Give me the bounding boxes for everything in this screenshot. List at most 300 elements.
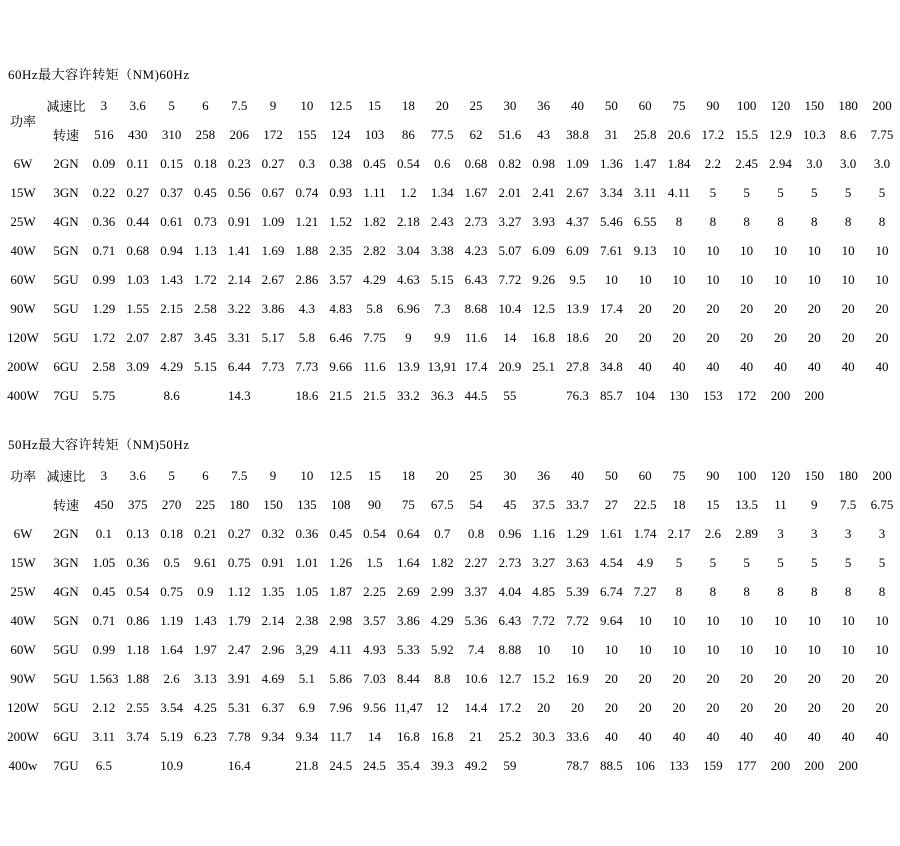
torque-cell: 16.4	[227, 757, 251, 773]
torque-cell: 4.69	[261, 670, 285, 686]
ratio-value: 90	[706, 97, 720, 113]
torque-cell: 2.73	[498, 554, 522, 570]
speed-value: 7.75	[870, 126, 894, 142]
table-row	[1, 352, 899, 381]
ratio-value: 18	[401, 97, 415, 113]
torque-cell: 7.72	[532, 612, 556, 628]
torque-cell: 5.15	[194, 358, 217, 374]
gear-type-cell: 3GN	[53, 554, 79, 570]
torque-cell: 20.9	[498, 358, 522, 374]
torque-cell: 2.35	[329, 242, 353, 258]
torque-cell: 1.13	[194, 242, 217, 258]
ratio-value: 25	[469, 97, 483, 113]
speed-header: 转速	[52, 128, 79, 143]
torque-cell: 20	[773, 670, 787, 686]
torque-cell: 2.12	[92, 699, 116, 715]
torque-cell: 4.11	[329, 641, 352, 657]
torque-cell: 2.96	[261, 641, 285, 657]
torque-cell: 0.73	[194, 213, 217, 229]
torque-cell: 1.01	[295, 554, 319, 570]
torque-cell: 30.3	[532, 728, 556, 744]
torque-cell: 36.3	[430, 387, 454, 403]
torque-cell: 7.4	[467, 641, 485, 657]
torque-cell: 20	[807, 300, 821, 316]
torque-cell: 5.15	[430, 271, 454, 287]
torque-cell: 2.82	[363, 242, 386, 258]
power-cell: 400W	[7, 387, 39, 403]
torque-cell: 5.8	[366, 300, 383, 316]
torque-cell: 0.18	[160, 525, 183, 541]
torque-cell: 104	[635, 387, 655, 403]
speed-value: 430	[127, 126, 148, 142]
torque-cell: 3.74	[126, 728, 150, 744]
torque-cell: 10	[875, 612, 889, 628]
torque-cell: 40	[638, 358, 652, 374]
torque-cell: 200	[770, 387, 791, 403]
torque-cell: 10	[672, 641, 686, 657]
torque-cell: 0.54	[396, 155, 420, 171]
torque-cell: 3.86	[396, 612, 420, 628]
ratio-value: 5	[168, 467, 175, 483]
torque-cell	[865, 381, 899, 410]
torque-cell: 5.19	[160, 728, 183, 744]
gear-type-cell: 5GU	[53, 329, 79, 345]
torque-cell: 21	[469, 728, 483, 744]
torque-cell: 20	[706, 699, 720, 715]
speed-value: 17.2	[701, 126, 725, 142]
torque-cell: 14	[368, 728, 382, 744]
torque-cell: 1.41	[227, 242, 251, 258]
torque-cell: 1.09	[261, 213, 285, 229]
torque-cell: 0.6	[434, 155, 451, 171]
torque-cell: 1.29	[566, 525, 589, 541]
torque-cell: 10	[875, 271, 889, 287]
gear-type-cell: 5GU	[53, 699, 79, 715]
torque-cell: 7.72	[566, 612, 589, 628]
torque-cell: 25.2	[498, 728, 522, 744]
torque-cell: 44.5	[464, 387, 488, 403]
torque-cell: 1.18	[126, 641, 150, 657]
torque-cell: 2.67	[261, 271, 285, 287]
ratio-value: 60	[638, 467, 652, 483]
torque-cell: 8.68	[464, 300, 488, 316]
torque-cell: 0.96	[498, 525, 522, 541]
torque-cell: 2.6	[163, 670, 180, 686]
torque-cell: 3.22	[227, 300, 251, 316]
torque-cell: 7.3	[434, 300, 451, 316]
torque-cell: 9.5	[569, 271, 586, 287]
torque-cell: 10	[875, 641, 889, 657]
torque-cell: 10	[773, 271, 787, 287]
torque-cell: 0.68	[464, 155, 488, 171]
torque-cell: 0.67	[261, 184, 285, 200]
power-cell: 120W	[7, 329, 39, 345]
torque-cell: 7.78	[227, 728, 251, 744]
ratio-value: 200	[872, 97, 892, 113]
torque-cell: 4.63	[396, 271, 420, 287]
gear-type-cell: 5GN	[53, 612, 79, 628]
torque-cell: 5	[777, 184, 784, 200]
ratio-value: 60	[638, 97, 652, 113]
torque-cell: 6.44	[227, 358, 251, 374]
torque-cell: 0.15	[160, 155, 183, 171]
speed-value: 9	[811, 496, 818, 512]
power-cell: 120W	[7, 699, 39, 715]
table-row	[1, 323, 899, 352]
torque-cell: 0.27	[261, 155, 285, 171]
torque-cell: 9.9	[434, 329, 451, 345]
torque-cell: 0.09	[92, 155, 116, 171]
torque-cell: 3.34	[599, 184, 623, 200]
torque-cell: 10	[740, 242, 754, 258]
power-cell: 90W	[10, 670, 36, 686]
torque-cell: 1.88	[126, 670, 150, 686]
torque-cell: 9.56	[363, 699, 386, 715]
torque-cell: 6.43	[464, 271, 488, 287]
torque-cell: 1.61	[599, 525, 623, 541]
table-row	[1, 149, 899, 178]
torque-cell: 5	[743, 554, 750, 570]
torque-cell: 5.92	[430, 641, 454, 657]
torque-cell: 5	[844, 184, 852, 200]
torque-cell	[188, 381, 222, 410]
ratio-value: 120	[770, 467, 791, 483]
torque-cell: 2.89	[735, 525, 759, 541]
torque-cell: 55	[503, 387, 517, 403]
torque-cell: 1.82	[430, 554, 454, 570]
speed-value: 25.8	[633, 126, 657, 142]
speed-value: 270	[161, 496, 182, 512]
power-cell: 90W	[10, 300, 36, 316]
torque-cell: 9.61	[194, 554, 217, 570]
torque-cell: 40	[740, 358, 754, 374]
ratio-value: 180	[838, 467, 858, 483]
gear-type-cell: 7GU	[53, 757, 79, 773]
torque-cell: 8	[811, 213, 818, 229]
torque-cell: 10	[672, 242, 686, 258]
torque-cell: 10	[638, 612, 652, 628]
torque-cell: 2.43	[430, 213, 454, 229]
torque-cell: 40	[604, 728, 618, 744]
ratio-value: 30	[503, 467, 517, 483]
torque-cell: 1.84	[667, 155, 691, 171]
torque-cell: 0.99	[92, 641, 116, 657]
torque-cell: 1.67	[464, 184, 488, 200]
torque-table-section-60hz	[0, 64, 900, 410]
speed-value: 43	[537, 126, 551, 142]
torque-cell: 20	[841, 300, 855, 316]
speed-value: 516	[94, 126, 114, 142]
torque-cell: 11,47	[393, 699, 423, 715]
torque-cell: 2.94	[769, 155, 792, 171]
torque-cell: 10	[841, 271, 855, 287]
torque-cell: 3	[777, 525, 784, 541]
torque-cell: 5	[709, 554, 717, 570]
speed-value: 6.75	[870, 496, 894, 512]
speed-value: 103	[364, 126, 385, 142]
ratio-value: 3.6	[129, 467, 146, 483]
torque-cell: 6.23	[194, 728, 217, 744]
torque-cell: 1.74	[633, 525, 657, 541]
torque-cell: 20	[875, 300, 889, 316]
torque-cell: 8	[844, 583, 852, 599]
torque-cell: 0.61	[160, 213, 183, 229]
torque-cell: 40	[841, 728, 855, 744]
torque-cell: 1.26	[329, 554, 353, 570]
torque-cell: 10	[807, 271, 821, 287]
torque-cell: 24.5	[363, 757, 386, 773]
torque-cell: 20	[706, 670, 720, 686]
torque-cell: 11.7	[329, 728, 352, 744]
torque-cell: 3	[878, 525, 886, 541]
speed-value: 33.7	[566, 496, 589, 512]
speed-value: 11	[774, 496, 787, 512]
torque-cell: 10	[807, 612, 821, 628]
torque-cell: 4.3	[298, 300, 315, 316]
torque-cell: 3	[844, 525, 852, 541]
torque-cell: 21.8	[295, 757, 319, 773]
torque-cell: 2.55	[126, 699, 150, 715]
power-cell: 60W	[10, 271, 36, 287]
torque-cell: 18.6	[566, 329, 589, 345]
torque-cell: 0.74	[295, 184, 319, 200]
torque-cell: 9.64	[599, 612, 623, 628]
torque-cell: 2.25	[363, 583, 386, 599]
power-cell: 400w	[8, 757, 38, 773]
table-row	[1, 751, 899, 780]
torque-cell: 12.7	[498, 670, 522, 686]
torque-cell: 20	[638, 670, 652, 686]
torque-cell: 40	[807, 358, 821, 374]
speed-value: 13.5	[735, 496, 759, 512]
torque-cell: 4.83	[329, 300, 353, 316]
torque-table-50hz	[1, 461, 899, 780]
power-header: 功率	[9, 113, 36, 129]
gear-type-cell: 5GU	[53, 641, 79, 657]
power-cell: 6W	[13, 525, 33, 541]
torque-cell: 20	[740, 670, 754, 686]
torque-cell: 4.85	[532, 583, 556, 599]
torque-cell: 1.87	[329, 583, 353, 599]
table-row	[1, 722, 899, 751]
torque-cell: 0.18	[194, 155, 217, 171]
torque-cell: 5.31	[227, 699, 251, 715]
torque-cell: 8	[811, 583, 818, 599]
torque-cell: 0.32	[261, 525, 285, 541]
torque-cell: 10	[773, 242, 787, 258]
torque-cell: 6.9	[298, 699, 315, 715]
torque-cell: 3.54	[160, 699, 183, 715]
torque-cell: 0.36	[92, 213, 116, 229]
torque-cell: 10	[706, 612, 720, 628]
power-cell: 40W	[10, 242, 36, 258]
ratio-value: 100	[736, 97, 757, 113]
torque-cell: 3.91	[227, 670, 251, 686]
torque-cell: 0.9	[197, 583, 214, 599]
torque-cell: 21.5	[363, 387, 386, 403]
torque-cell: 17.2	[498, 699, 522, 715]
torque-cell: 13,91	[427, 358, 457, 374]
torque-cell: 2.07	[126, 329, 150, 345]
torque-cell: 40	[706, 358, 720, 374]
torque-cell: 0.91	[227, 213, 251, 229]
torque-cell: 17.4	[599, 300, 623, 316]
gear-type-cell: 5GU	[53, 300, 79, 316]
speed-value: 75	[401, 496, 415, 512]
torque-cell: 20	[638, 699, 652, 715]
power-cell: 25W	[10, 583, 36, 599]
power-cell: 15W	[10, 554, 36, 570]
ratio-header: 减速比	[46, 99, 86, 114]
torque-cell: 20	[672, 300, 686, 316]
torque-cell: 0.23	[227, 155, 251, 171]
ratio-value: 36	[537, 97, 551, 113]
torque-cell: 9.34	[261, 728, 285, 744]
torque-cell: 3.0	[840, 155, 857, 171]
torque-cell: 4.25	[194, 699, 217, 715]
torque-cell: 10	[604, 641, 618, 657]
torque-cell	[527, 381, 561, 410]
torque-cell: 9	[405, 329, 412, 345]
torque-cell: 9.26	[532, 271, 556, 287]
torque-cell: 0.27	[126, 184, 150, 200]
torque-cell: 10	[875, 242, 889, 258]
table-row	[1, 606, 899, 635]
torque-cell: 1.29	[92, 300, 116, 316]
ratio-value: 180	[838, 97, 858, 113]
torque-cell: 8	[709, 583, 717, 599]
torque-cell: 2.15	[160, 300, 183, 316]
torque-cell: 20	[638, 329, 652, 345]
torque-cell: 0.99	[92, 271, 116, 287]
ratio-value: 6	[202, 97, 209, 113]
torque-cell: 5.8	[298, 329, 315, 345]
torque-cell: 2.58	[92, 358, 116, 374]
power-cell: 40W	[10, 612, 36, 628]
torque-cell: 2.87	[160, 329, 183, 345]
torque-cell: 0.44	[126, 213, 150, 229]
ratio-value: 15	[368, 467, 382, 483]
torque-cell: 0.56	[227, 184, 251, 200]
header-row-ratio	[1, 91, 899, 120]
ratio-value: 150	[804, 467, 825, 483]
speed-value: 15	[706, 496, 720, 512]
torque-cell: 0.45	[194, 184, 217, 200]
torque-cell: 5.86	[329, 670, 353, 686]
ratio-value: 30	[503, 97, 517, 113]
torque-cell: 10	[537, 641, 551, 657]
ratio-value: 90	[706, 467, 720, 483]
torque-cell: 7.73	[295, 358, 319, 374]
torque-cell: 4.9	[637, 554, 654, 570]
torque-cell: 1.64	[396, 554, 420, 570]
torque-cell: 4.29	[430, 612, 454, 628]
torque-cell: 2.2	[704, 155, 721, 171]
torque-cell: 5.75	[92, 387, 116, 403]
torque-cell: 33.6	[566, 728, 589, 744]
torque-cell: 8	[675, 583, 683, 599]
power-header: 功率	[9, 469, 36, 484]
torque-cell: 20	[773, 329, 787, 345]
torque-cell: 6.5	[95, 757, 113, 773]
torque-cell: 20	[773, 699, 787, 715]
torque-cell: 3.09	[126, 358, 150, 374]
speed-value: 67.5	[430, 496, 454, 512]
torque-cell: 0.21	[194, 525, 217, 541]
gear-type-cell: 2GN	[53, 525, 79, 541]
torque-cell: 10	[706, 271, 720, 287]
speed-value: 51.6	[498, 126, 522, 142]
gear-type-cell: 7GU	[53, 387, 79, 403]
torque-cell: 8	[743, 213, 750, 229]
ratio-value: 10	[300, 467, 314, 483]
torque-cell: 5	[743, 184, 750, 200]
torque-cell: 40	[672, 728, 686, 744]
torque-cell: 200	[804, 387, 825, 403]
torque-cell: 20	[604, 699, 618, 715]
torque-cell: 1.69	[261, 242, 285, 258]
torque-cell: 10	[740, 612, 754, 628]
speed-value: 15.5	[735, 126, 759, 142]
torque-cell: 8	[675, 213, 683, 229]
torque-cell: 2.17	[667, 525, 691, 541]
torque-cell: 1.97	[194, 641, 217, 657]
torque-cell: 20	[875, 699, 889, 715]
torque-cell: 2.86	[295, 271, 319, 287]
torque-cell: 130	[669, 387, 689, 403]
ratio-value: 9	[269, 467, 277, 483]
torque-cell: 153	[703, 387, 723, 403]
ratio-value: 36	[537, 467, 551, 483]
torque-cell: 16.8	[430, 728, 454, 744]
torque-cell: 2.67	[566, 184, 589, 200]
ratio-value: 10	[300, 97, 314, 113]
gear-type-cell: 5GN	[53, 242, 79, 258]
torque-cell: 2.47	[227, 641, 251, 657]
torque-cell: 2.18	[396, 213, 420, 229]
torque-cell: 0.36	[126, 554, 150, 570]
torque-cell: 8.44	[396, 670, 420, 686]
torque-cell: 20	[807, 329, 821, 345]
torque-cell: 7.27	[633, 583, 657, 599]
torque-cell: 16.8	[532, 329, 556, 345]
torque-cell: 9.66	[329, 358, 353, 374]
torque-cell: 8	[777, 213, 784, 229]
torque-cell: 0.3	[298, 155, 315, 171]
torque-cell: 2.98	[329, 612, 353, 628]
torque-cell: 40	[841, 358, 855, 374]
torque-cell: 4.93	[363, 641, 386, 657]
torque-cell: 10	[807, 242, 821, 258]
torque-cell: 1.55	[126, 300, 150, 316]
torque-cell: 1.88	[295, 242, 319, 258]
torque-cell: 10	[841, 641, 855, 657]
ratio-value: 3.6	[129, 97, 146, 113]
torque-cell: 0.45	[329, 525, 353, 541]
speed-value: 38.8	[566, 126, 589, 142]
speed-value: 45	[503, 496, 517, 512]
torque-cell: 10	[773, 641, 787, 657]
torque-cell: 0.98	[532, 155, 556, 171]
speed-value: 310	[161, 126, 182, 142]
torque-cell: 25.1	[532, 358, 556, 374]
table-row	[1, 693, 899, 722]
torque-cell: 133	[669, 757, 689, 773]
torque-cell: 1.34	[430, 184, 454, 200]
torque-cell: 2.01	[498, 184, 522, 200]
table-row	[1, 519, 899, 548]
torque-cell: 3.57	[329, 271, 353, 287]
